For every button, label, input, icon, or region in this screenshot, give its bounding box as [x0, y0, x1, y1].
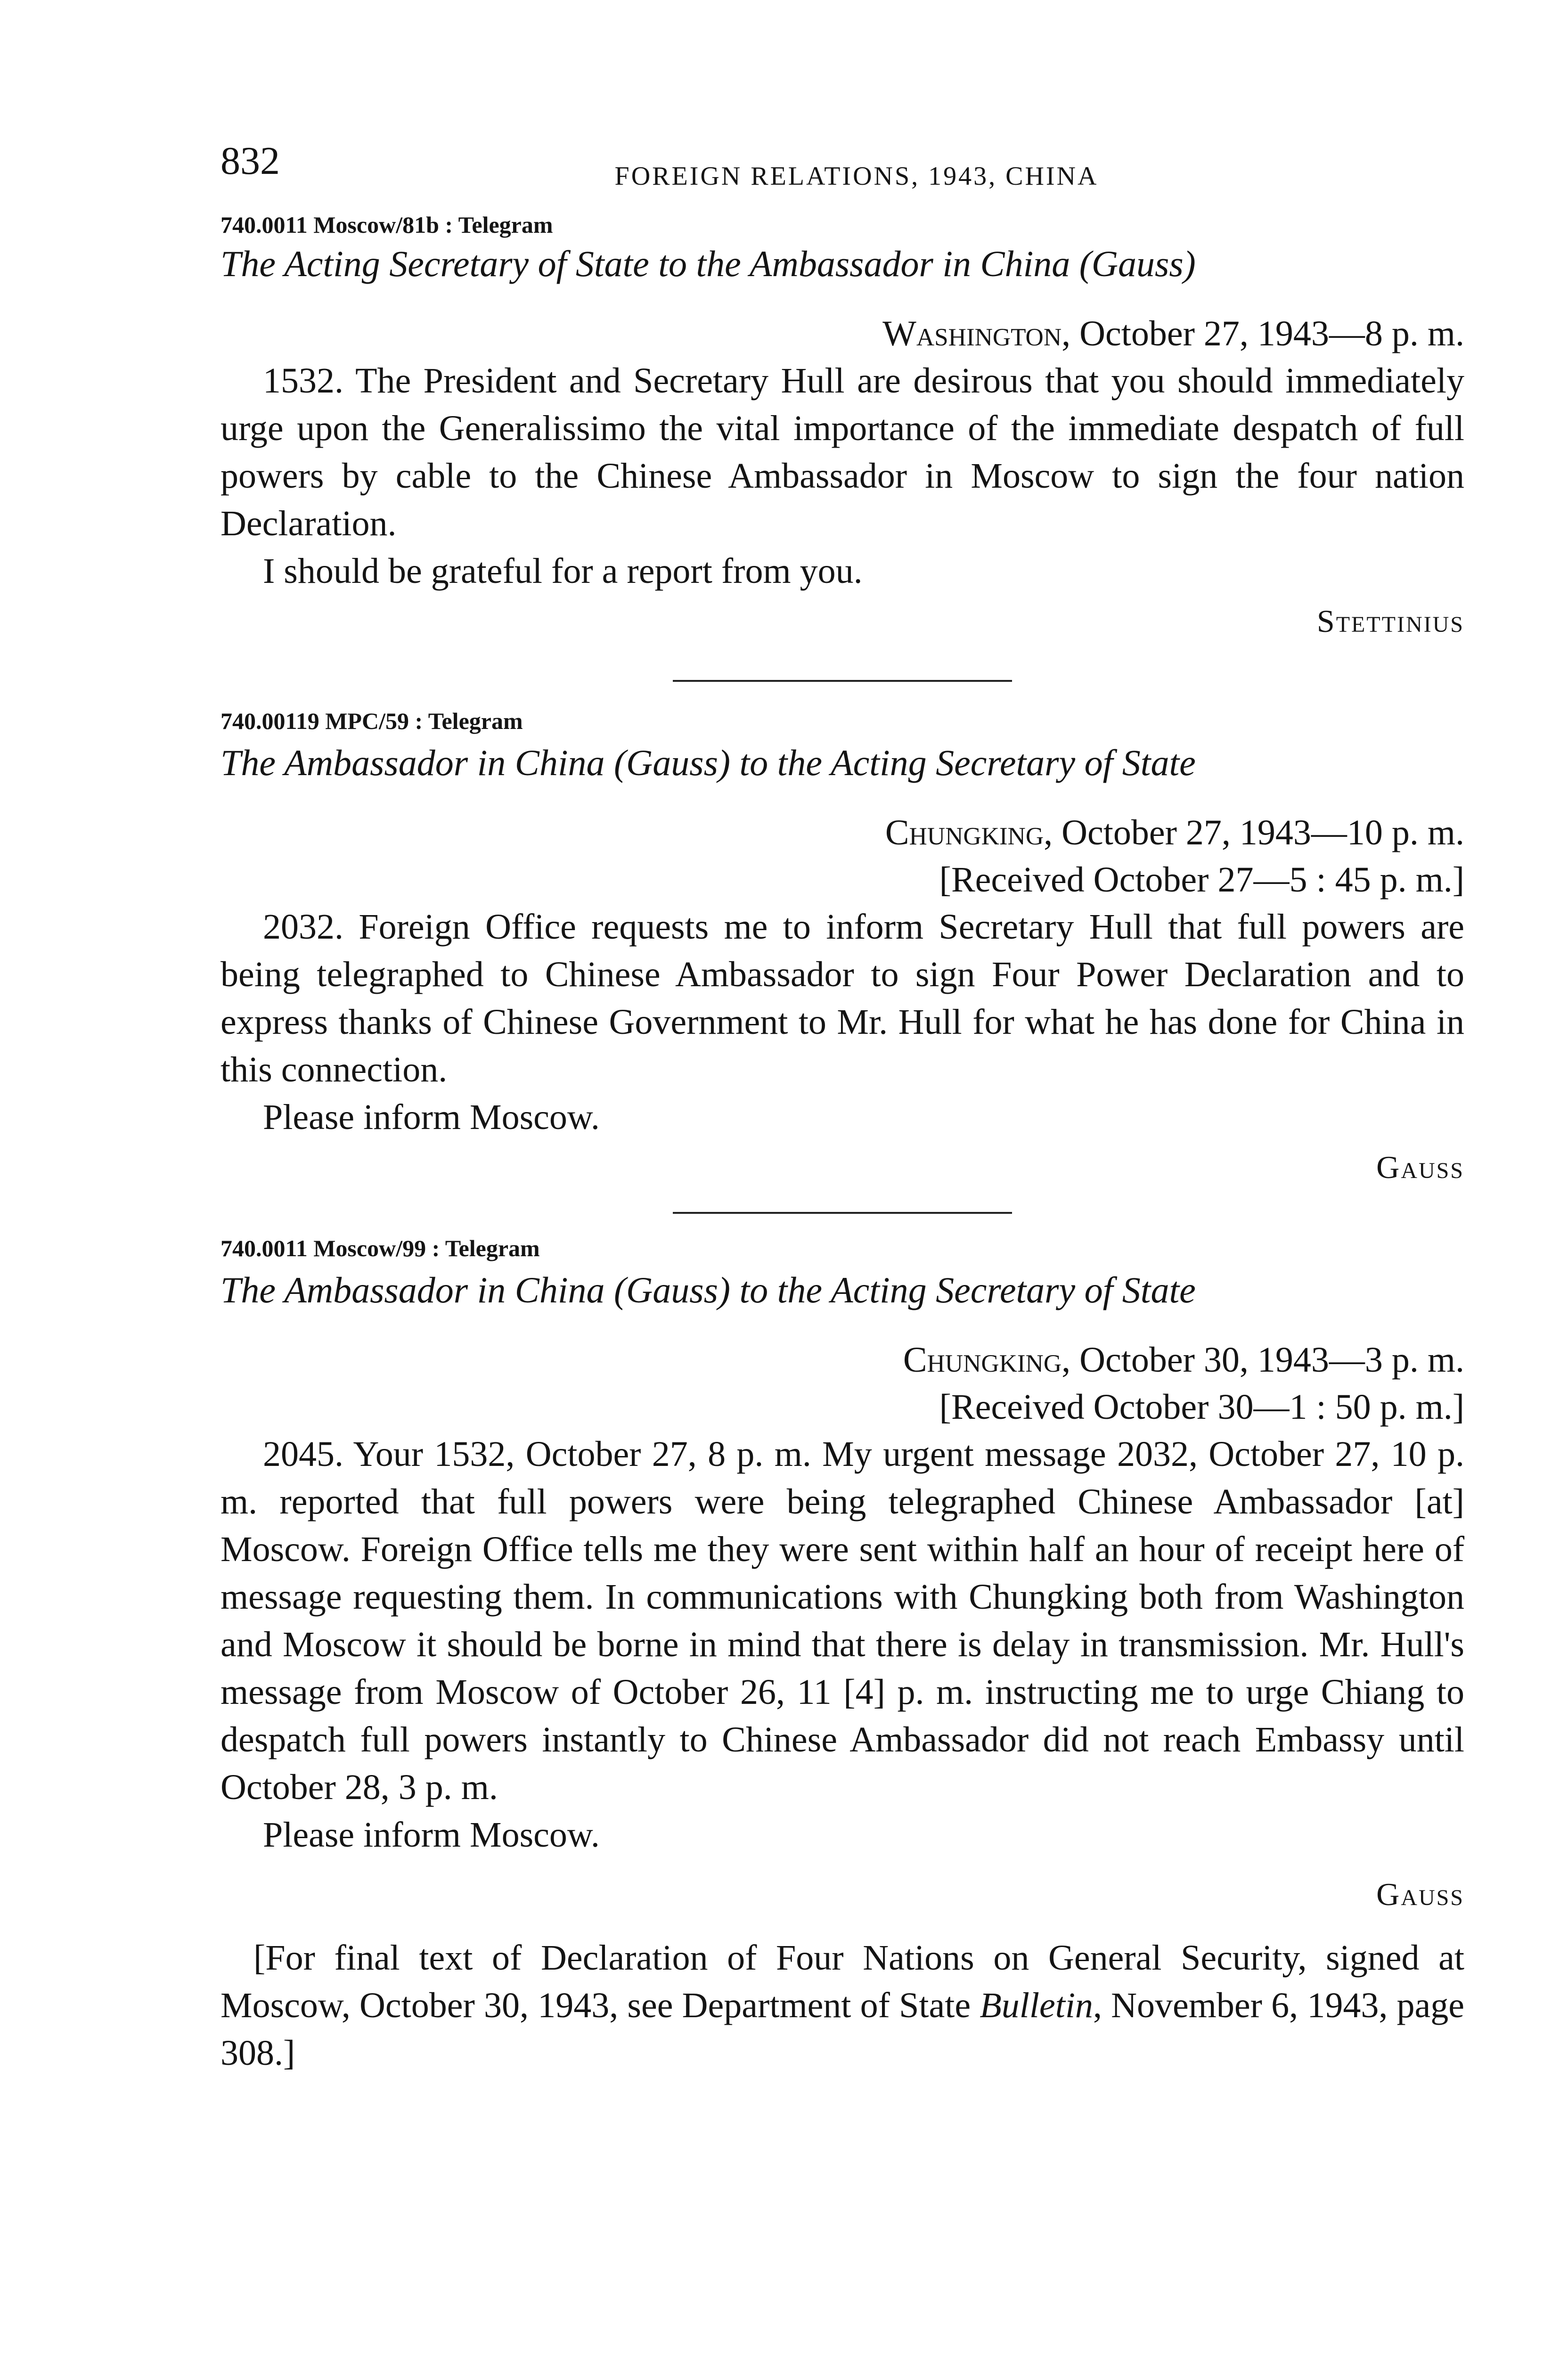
dateline-place: Chungking: [885, 813, 1044, 852]
dateline-date: , October 27, 1943—8 p. m.: [1062, 314, 1464, 353]
body-paragraph: Please inform Moscow.: [263, 1815, 600, 1855]
dateline-place: Chungking: [903, 1340, 1062, 1380]
dateline: [220, 310, 1464, 357]
file-reference: 740.0011 Moscow/99 : Telegram: [220, 1235, 540, 1261]
editorial-note-text: [For final text of Declaration of Four Nations on General Security, signed at Moscow, October 30, 1943, see Department of State: [220, 1938, 1464, 2025]
signature: Gauss: [1376, 1149, 1464, 1185]
dateline-date: , October 30, 1943—3 p. m.: [1062, 1340, 1464, 1380]
dateline: [220, 809, 1464, 856]
page-number: 832: [220, 139, 280, 183]
body-paragraph: I should be grateful for a report from you.: [263, 551, 863, 591]
section-divider: [673, 1212, 1012, 1214]
received-note: [Received October 27—5 : 45 p. m.]: [939, 860, 1464, 900]
document-title: The Ambassador in China (Gauss) to the Acting Secretary of State: [220, 1269, 1196, 1310]
document-title: The Ambassador in China (Gauss) to the Acting Secretary of State: [220, 742, 1196, 783]
section-divider: [673, 680, 1012, 682]
body-paragraph: Please inform Moscow.: [263, 1097, 600, 1137]
signature: Stettinius: [1316, 603, 1464, 639]
telegram-1532: [220, 209, 1464, 647]
received-note: [Received October 30—1 : 50 p. m.]: [939, 1387, 1464, 1427]
telegram-2045: [220, 1233, 1464, 1920]
body-paragraph: 1532. The President and Secretary Hull are desirous that you should immediately urge upon the Generalissimo the vital importance of the immediate despatch of full powers by cable to the Chinese Ambassador in Moscow to sign the four nation Declaration.: [220, 361, 1464, 543]
editorial-note-text-end: , November 6, 1943, page 308.]: [220, 1986, 1464, 2073]
dateline-date: , October 27, 1943—10 p. m.: [1044, 813, 1464, 852]
telegram-2032: [220, 705, 1464, 1193]
signature: Gauss: [1376, 1876, 1464, 1912]
file-reference: 740.0011 Moscow/81b : Telegram: [220, 212, 553, 238]
editorial-note: [220, 1934, 1464, 2077]
document-page: [220, 141, 1464, 2356]
document-title: The Acting Secretary of State to the Ambassador in China (Gauss): [220, 243, 1196, 284]
editorial-note-italic: Bulletin: [980, 1986, 1093, 2025]
dateline-place: Washington: [882, 314, 1062, 353]
dateline: [220, 1336, 1464, 1383]
page-header: [220, 141, 1464, 198]
file-reference: 740.00119 MPC/59 : Telegram: [220, 708, 523, 734]
body-paragraph: 2045. Your 1532, October 27, 8 p. m. My urgent message 2032, October 27, 10 p. m. reported that full powers were being telegraphed Chinese Ambassador [at] Moscow. Foreign Office tells me they were sent within half an hour of receipt here of message requesting them. In communications with Chungking both from Washington and Moscow it should be borne in mind that there is delay in transmission. Mr. Hull's message from Moscow of October 26, 11 [4] p. m. instructing me to urge Chiang to despatch full powers instantly to Chinese Ambassador did not reach Embassy until October 28, 3 p. m.: [220, 1434, 1464, 1807]
body-paragraph: 2032. Foreign Office requests me to inform Secretary Hull that full powers are being telegraphed to Chinese Ambassador to sign Four Power Declaration and to express thanks of Chinese Government to Mr. Hull for what he has done for China in this connection.: [220, 907, 1464, 1089]
running-head: FOREIGN RELATIONS, 1943, CHINA: [614, 162, 1099, 191]
